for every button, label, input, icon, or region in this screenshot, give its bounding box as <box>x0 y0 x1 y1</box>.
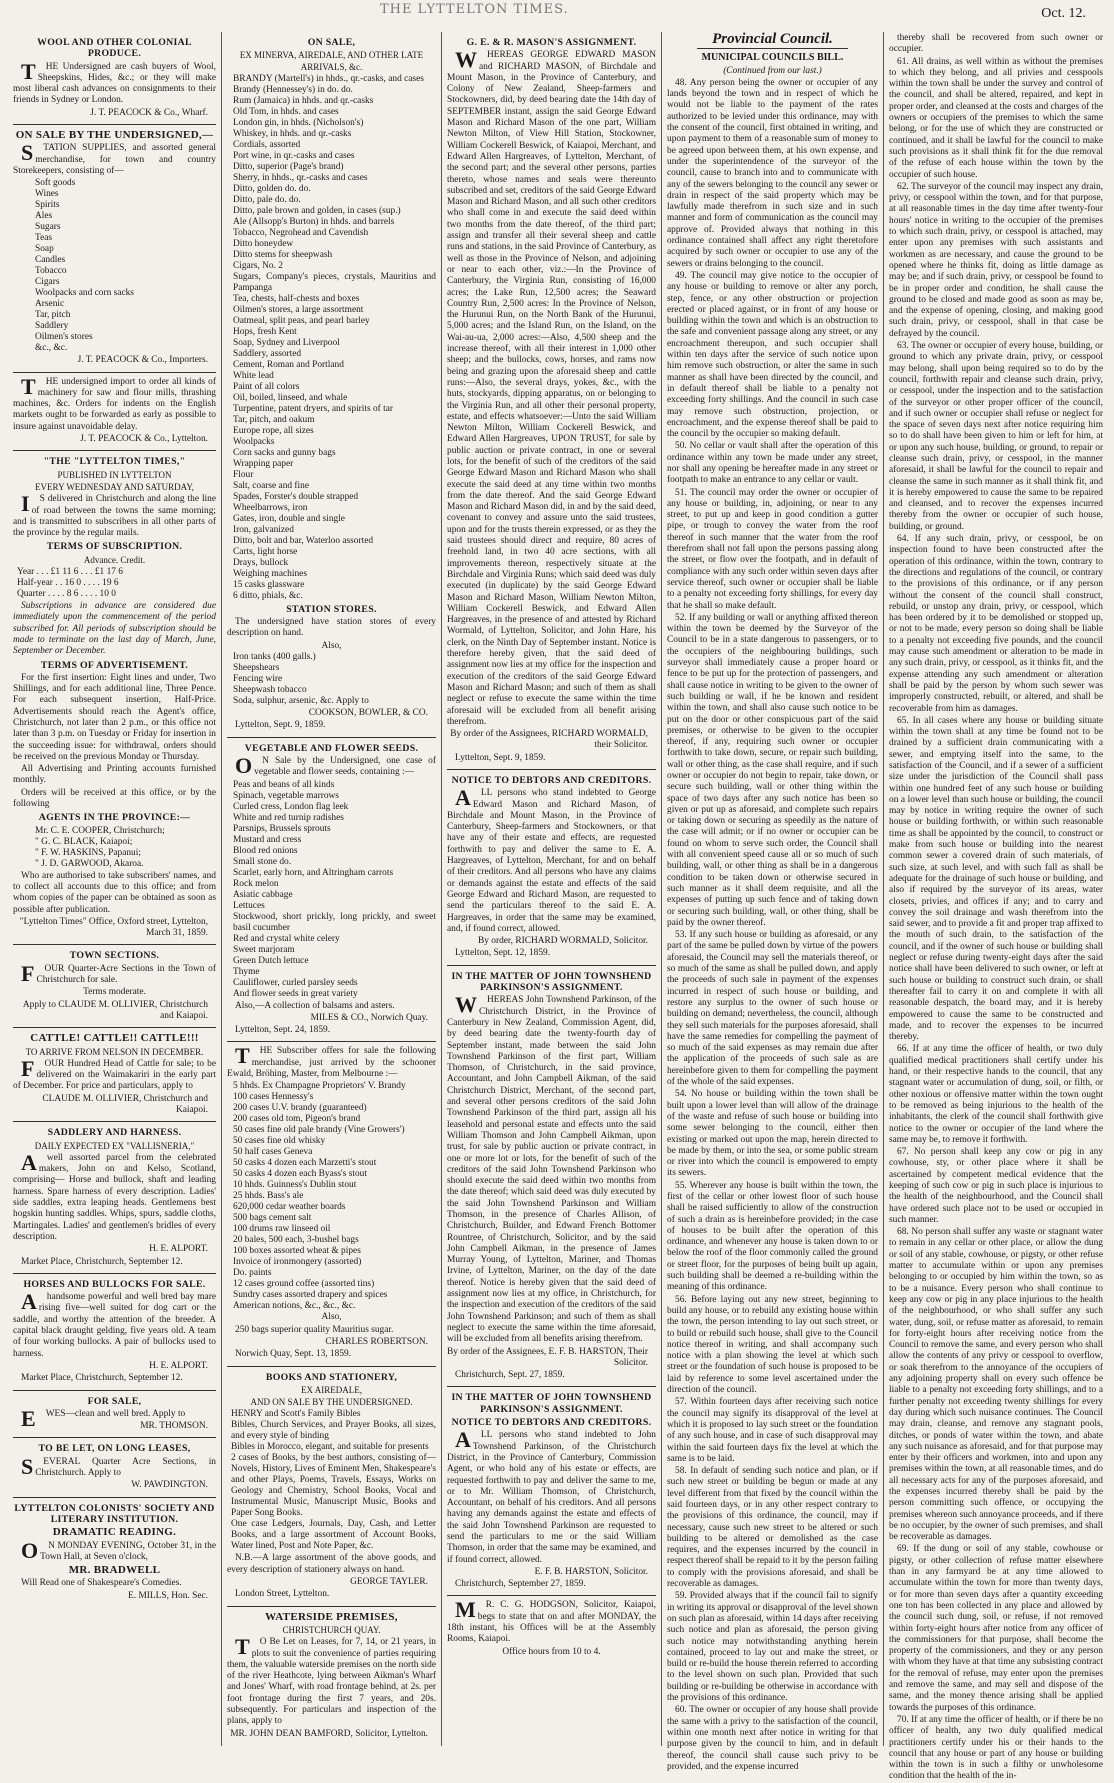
masthead <box>0 0 1114 32</box>
list-item: Paint of all colors <box>233 381 300 392</box>
list-item: Tobacco, Negrohead and Cavendish <box>233 227 369 238</box>
list-item: Sugars, Company's pieces, crystals, Mauritius and Pampanga <box>233 271 436 293</box>
list-item: Fencing wire <box>233 674 283 685</box>
list-item: Ditto honeydew <box>233 238 294 249</box>
list-item: Oilmen's stores <box>35 332 93 343</box>
bill-paragraph: 61. All drains, as well within as without the premises to which they belong, and all privies and cesspools within the town shall be under the survey and control of the council, and shall be altered, repaired, and kept in proper order, and cleansed at the costs and charges of the owners or occupiers of the premises to which the same belong, or for the use of which they are constructed or continued, and it shall be lawful for the council to make such provisions as it shall think fit for the due removal of the refuse of each house within the town by the occupier of such house. <box>889 56 1103 180</box>
bill-paragraph: 51. The council may order the owner or occupier of any house or building, in, adjoining, or near to any street, to put up and keep in good condition a gutter pipe, or trough to convey the water from the roof thereof in such manner that the water from the roof therefrom shall not fall upon the persons passing along the street, or flow over the footpath, and in default of compliance with any such order within seven days after service thereof, such owner or occupier shall be liable to a penalty not exceeding forty shillings, for every day that he shall so make default. <box>667 487 878 611</box>
notice-body: ALL persons who stand indebted to John Townshend Parkinson, of the Christchurch District, in the Province of Canterbury, Commission Agent, or who hold any of his estate or effects, are requested forthwith to pay and deliver the same to me, or to Mr. William Thomson, of Christchurch, Accountant, on behalf of his creditors. And all persons having any demands against the estate and effects of the said John Townshend Parkinson are requested to send the particulars to me or the said William Thomson, in order that the same may be examined, and if found correct, allowed. <box>447 1427 656 1565</box>
list-item: Rum (Jamaica) in hhds. and qr.-casks <box>233 95 374 106</box>
list-item: Green Dutch lettuce <box>233 955 309 966</box>
notice-signature: By order of the Assignees, E. F. B. HARSTON, Their Solicitor. <box>447 1346 648 1368</box>
ad-minerva-airedale <box>227 32 436 738</box>
ad-body-2: 250 bags superior quality Mauritius sugar. <box>235 1324 394 1335</box>
ad-title: ON SALE, <box>307 37 356 48</box>
ad-schooner-merchandise <box>227 1042 436 1366</box>
notice-signature: E. F. B. HARSTON, Solicitor. <box>534 1566 648 1577</box>
list-item: Flour <box>233 469 254 480</box>
bill-paragraphs-continued <box>889 33 1103 1783</box>
list-item: Soap <box>35 244 54 255</box>
also-label: Also, <box>321 640 342 651</box>
bill-paragraph: 50. No cellar or vault shall after the operation of this ordinance within any town be made under any street, nor shall any opening be hereafter made in any street or footpath to make an entrance to any cellar or vault. <box>667 441 878 486</box>
list-item: Rock melon <box>233 878 279 889</box>
ad-extra: Lyttelton, Sept. 9, 1859. <box>235 720 326 731</box>
divider <box>697 48 848 49</box>
list-item: Ditto, pale brown and golden, in cases (sup.) <box>233 205 401 216</box>
bill-paragraph: 60. The owner or occupier of any house shall provide the same with a privy to the satisfaction of the council, within one month next after notice in writing for that purpose given by the council to him, and in default thereof, the council shall cause such privy to be provided, and the expense incurred <box>667 1705 878 1772</box>
bill-paragraph: 54. No house or building within the town shall be built upon a lower level than will allow of the drainage of the waste and refuse of such house or building into some sewer belonging to the council, either then existing or marked out upon the map, herein directed to be made by them, or into the sea, or some public stream or river into which the council is empowered to empty its sewers. <box>667 1089 878 1179</box>
list-item: Ditto, pale do. do. <box>233 194 301 205</box>
ad-body-2: Will Read one of Shakespeare's Comedies. <box>21 1578 182 1589</box>
ad-books-stationery <box>227 1367 436 1607</box>
list-item: Saddlery, assorted <box>233 348 302 359</box>
goods-list-2 <box>227 652 436 707</box>
list-item: Carts, light horse <box>233 546 298 557</box>
list-item: 20 bales, 500 each, 3-bushel bags <box>233 1235 359 1246</box>
column-5 <box>884 32 1108 1782</box>
list-item: 500 bags cement salt <box>233 1213 312 1224</box>
list-item: Drays, bullock <box>233 557 289 568</box>
bill-paragraph: thereby shall be recovered from such owner or occupier. <box>889 33 1103 55</box>
list-item: Woolpacks and corn sacks <box>35 288 134 299</box>
bill-paragraph: 63. The owner or occupier of every house, building, or ground to which any private drain, privy, or cesspool may belong, shall upon being required so to do by the council, forthwith repair and cleanse such drain, privy, or cesspool, under the inspection and to the satisfaction of the surveyor or other proper officer of the council, and if such owner or occupier shall refuse or neglect for the space of seven days next after notice requiring him so to do shall have been given to him or left for him, at or upon any such house, building, or ground, to repair or cleanse such drain, privy, or cesspool, in the manner aforesaid, it shall be lawful for the council to repair and cleanse the same in such manner as it shall think fit, and it is hereby empowered to cause the same to be repaired and cleansed, and to recover the expenses incurred thereby from the owner or occupier of such house, building, or ground. <box>889 341 1103 532</box>
list-item: One case Ledgers, Journals, Day, Cash, and Letter Books, and a large assortment of Account Books, Water lined, Post and Note Paper, &c. <box>231 1519 436 1552</box>
list-item: 50 cases fine old whisky <box>233 1136 326 1147</box>
list-item: Sundry cases assorted drapery and spices <box>233 1290 388 1301</box>
ad-body: FOUR Quarter-Acre Sections in the Town of Christchurch for sale. <box>21 960 216 986</box>
ad-subtitle: TO ARRIVE FROM NELSON IN DECEMBER. <box>25 1046 204 1057</box>
ad-long-leases <box>13 1438 216 1497</box>
list-item: And flower seeds in great variety <box>233 988 358 999</box>
newspaper-title: THE LYTTELTON TIMES. <box>380 2 569 17</box>
ad-wool-produce <box>13 32 216 125</box>
notice-title: IN THE MATTER OF JOHN TOWNSHEND PARKINSON'S ASSIGNMENT. <box>451 1392 652 1415</box>
list-item: Sheepwash tobacco <box>233 685 307 696</box>
bill-paragraph: 59. Provided always that if the council fail to signify in writing its approval or disapproval of the level shown on such plan as aforesaid, within 14 days after receiving such notice and plan as aforesaid, the person giving such notice may notwithstanding anything herein contained, proceed to lay out and make the street, or build or re-build the house therein referred to according to the level shown on such plan. Provided that such building or re-building be otherwise in accordance with the provisions of this ordinance. <box>667 1591 878 1704</box>
ad-title: TOWN SECTIONS. <box>69 950 160 962</box>
books-list <box>227 1409 436 1552</box>
list-item: 50 casks 4 dozen each Byass's stout <box>233 1169 367 1180</box>
list-item: Wrapping paper <box>233 458 294 469</box>
list-item: Port wine, in qr.-casks and cases <box>233 150 355 161</box>
ad-signature: H. E. ALPORT. <box>149 1360 208 1371</box>
ad-town-sections <box>13 945 216 1028</box>
terms-note: Subscriptions in advance are considered due immediately upon the commencement of the period subscribed for. All periods of subscription should be made to terminate on the last day of March, June, September or December. <box>13 601 216 657</box>
list-item: " F. W. HASKINS, Papanui; <box>35 847 141 858</box>
ad-horses-bullocks <box>13 1274 216 1391</box>
list-item: Tar, pitch <box>35 310 71 321</box>
ad-title: CATTLE! CATTLE!! CATTLE!!! <box>30 1032 199 1045</box>
notice-title: G. E. & R. MASON'S ASSIGNMENT. <box>466 37 637 48</box>
list-item: Blood red onions <box>233 845 298 856</box>
list-item: Iron, galvanized <box>233 524 294 535</box>
list-item: Mustard and cress <box>233 834 302 845</box>
bill-paragraph: 55. Wherever any house is built within the town, the first of the cellar or other lowest floor of such house shall be raised sufficiently to allow of the construction of such a drain as is hereinbefore provided; in the case of houses to be built after the operation of this ordinance, and whenever any house is taken down to or below the roof of the floor commonly called the ground or street floor, for the purposes of being built up again, such building shall be deemed a re-building within the meaning of this ordinance. <box>667 1180 878 1293</box>
ad-title: VEGETABLE AND FLOWER SEEDS. <box>244 742 419 754</box>
list-item: 100 cases Hennessy's <box>233 1092 314 1103</box>
list-item: Salt, coarse and fine <box>233 480 310 491</box>
list-item: White and red turnip radishes <box>233 812 344 823</box>
orders-note: Orders will be received at this office, or by the following <box>13 787 216 810</box>
ad-body: SEVERAL Quarter Acre Sections, in Christchurch. Apply to <box>21 1453 216 1479</box>
list-item: Spirits <box>35 200 60 211</box>
list-item: Year . . . £1 11 6 . . . £1 17 6 <box>17 567 123 578</box>
bill-paragraph: 56. Before laying out any new street, beginning to build any house, or to rebuild any existing house within the town, the person intending to lay out such street, or to build or rebuild such house, shall give to the Council notice thereof in writing, and shall accompany such notice with a plan showing the level at which such street or the foundation of such house is proposed to be laid by reference to some level ascertained under the direction of the council. <box>667 1294 878 1396</box>
list-item: Whiskey, in hhds. and qr.-casks <box>233 128 352 139</box>
list-item: Bibles in Morocco, elegant, and suitable for presents <box>231 1442 429 1453</box>
ad-title: "THE "LYTTELTON TIMES," <box>43 456 186 468</box>
reader-name: MR. BRADWELL <box>68 1564 161 1577</box>
list-item: Small stone do. <box>233 856 292 867</box>
list-item: " J. D. GARWOOD, Akaroa. <box>35 858 144 869</box>
list-item: Woolpacks <box>233 436 275 447</box>
ad-signature: J. T. PEACOCK & Co., Lyttelton. <box>80 434 208 445</box>
bill-paragraph: 48. Any person being the owner or occupier of any lands beyond the town and in respect of which he would not be liable to the payment of the rates authorized to be levied under this ordinance, may with the consent of the council, first obtained in writing, and upon payment to them of a reasonable sum of money to be agreed upon between them, at his own expense, and under the superintendence of the surveyor of the council, cause to branch into and to communicate with any of the sewers belonging to the council any sewer or drain in respect of the said property which may be lawfully made therefrom in such size and in such manner and form of communication as the council may approve of. Provided always that nothing in this ordinance contained shall affect any right theretofore acquired by such owner or occupier to use any of the sewers or drains belonging to the council. <box>667 77 878 269</box>
list-item: 50 half cases Geneva <box>233 1147 313 1158</box>
bill-paragraph: 70. If at any time the officer of health, or if there be no officer of health, any two duly qualified medical practitioners certify under his or their hands to the council that any house or part of any house or building within the town is in such a filthy or unwholesome condition that the health of the in- <box>889 1714 1103 1782</box>
list-item: Mr. C. E. COOPER, Christchurch; <box>35 825 165 836</box>
notice-date: Christchurch, September 27, 1859. <box>455 1579 586 1590</box>
list-item: Half-year . . 16 0 . . . . 19 6 <box>17 578 119 589</box>
list-item: Tea, chests, half-chests and boxes <box>233 293 360 304</box>
ad-waterside-premises <box>227 1607 436 1745</box>
list-item: Gates, iron, double and single <box>233 513 345 524</box>
list-item: Curled cress, London flag leek <box>233 801 349 812</box>
list-item: Do. paints <box>233 1268 272 1279</box>
newspaper-page <box>8 31 1108 1782</box>
ad-subtitle-2: AND ON SALE BY THE UNDERSIGNED. <box>250 1397 413 1408</box>
list-item: 6 ditto, phials, &c. <box>233 590 303 601</box>
list-item: Ale (Allsopp's Burton) in hhds. and barrels <box>233 216 395 227</box>
page-date: Oct. 12. <box>1041 6 1086 21</box>
column-3 <box>442 32 662 1746</box>
ad-extra: London Street, Lyttelton. <box>235 1589 330 1600</box>
list-item: 15 casks glassware <box>233 579 305 590</box>
bill-paragraph: 58. In default of sending such notice and plan, or if such new street or building be begun or made at any level different from that fixed by the council within the said fourteen days, or in any other respect contrary to the provisions of this ordinance, the council, may if necessary, cause such new street to be altered or such building to be altered or demolished as the case requires, and the expenses incurred by the council in respect thereof shall be repaid to it by the person failing to comply with the provisions aforesaid, and shall be recoverable as damages. <box>667 1466 878 1590</box>
bill-paragraph: 67. No person shall keep any cow or pig in any cowhouse, sty, or other place where it shall be ascertained by competent medical evidence that the keeping of such cow or pig in such place is injurious to the health of the neighbourhood, and the Council shall have ordered such place not to be used or occupied in such manner. <box>889 1147 1103 1225</box>
bill-paragraph: 52. If any building or wall or anything affixed thereon within the town be deemed by the Surveyor of the Council to be in a state dangerous to passengers, or to the occupiers of the neighbouring buildings, such surveyor shall immediately cause a proper hoard or fence to be put up for the protection of passengers, and shall cause notice in writing to be given to the owner of such building or wall, if he be known and resident within the town, and shall also cause such notice to be put on the door or other conspicuous part of the said premises, or otherwise to be given to the occupier thereof, if any, requiring such owner or occupier forthwith to take down, secure, or repair such building, wall or other thing, as the case shall require, and if such owner or occupier do not begin to repair, take down, or secure such building, wall or other thing within the space of two days after any such notice has been so given or put up as aforesaid, and complete such repairs or taking down or securing as speedily as the nature of the case will admit; or if no owner or occupier can be found on whom to serve such order, the Council shall with all convenient speed cause all or so much of such building, wall, or other thing as shall be in a dangerous condition to be taken down or otherwise secured in such manner as it shall deem requisite, and all the expenses of putting up such fence and of taking down or securing such building, wall, or other thing, shall be paid by the owner thereof. <box>667 612 878 928</box>
advert-note: All Advertising and Printing accounts furnished monthly. <box>13 764 216 786</box>
ad-title: BOOKS AND STATIONERY, <box>265 1371 398 1383</box>
list-item: Ditto stems for sheepwash <box>233 249 333 260</box>
ad-title: WATERSIDE PREMISES, <box>265 1610 398 1623</box>
list-item: Ditto, golden do. do. <box>233 183 311 194</box>
ad-body: EWES—clean and well bred. Apply to <box>21 1405 186 1431</box>
bill-paragraph: 62. The surveyor of the council may inspect any drain, privy, or cesspool within the town, and for that purpose, at all reasonable times in the day time after twenty-four hours' notice in writing to the occupier of the premises to which such drain, privy, or cesspool is attached, may enter upon any premises with such assistants and workmen as are necessary, and cause the ground to be opened where he thinks fit, doing as little damage as may be; and if such drain, privy, or cesspool be found to be in proper order and condition, he shall cause the ground to be closed and made good as soon as may be, and the expense of opening, closing, and making good such drain, privy, or cesspool, shall in that case be defrayed by the council. <box>889 181 1103 339</box>
list-item: 2 cases of Books, by the best authors, consisting of—Novels, History, Lives of Eminent Men, Shakespeare's and other Plays, Poems, Travels, Essays, Works on Geology and Chemistry, School Books, Vocal and Instrumental Music, Manuscript Music, Books and Paper Song Books. <box>231 1453 436 1519</box>
notice-title: IN THE MATTER OF JOHN TOWNSHEND PARKINSON'S ASSIGNMENT. <box>451 970 652 994</box>
list-item: 50 casks 4 dozen each Marzetti's stout <box>233 1158 377 1169</box>
ad-lyttelton-times <box>13 451 216 945</box>
list-item: Soft goods <box>35 178 76 189</box>
bill-paragraph: 49. The council may give notice to the occupier of any house or building to remove or alter any porch, step, fence, or any other obstruction or projection erected or placed against, or in front of any house or building within the town and which is an obstruction to the safe and convenient passage along any street, or any encroachment thereupon, and such occupier shall within ten days after the service of such notice upon him remove such obstruction, or alter the same in such manner as shall have been directed by the council, and in default thereof shall be liable to a penalty not exceeding forty shillings. And the council in such case may remove such obstruction, projection, or encroachment, and the expense thereof shall be paid to the council by the occupier so making default. <box>667 270 878 440</box>
terms-header: Advance. Credit. <box>83 554 146 565</box>
list-item: 50 cases fine old pale brandy (Vine Growers') <box>233 1125 405 1136</box>
notice-body: WHEREAS John Townshend Parkinson, of the Christchurch District, in the Province of Canterbury in New Zealand, Commission Agent, did, by deed bearing date the twenty-fourth day of September instant, made between the said John Townshend Parkinson of the first part, William Thomson, of Christchurch, in the said province, Accountant, and John Campbell Aikman, of the said Christchurch District, Merchant, of the second part, and several other persons creditors of the said John Townshend Parkinson of the third part, assign all his leasehold and personal estate and effects unto the said William Thomson and John Campbell Aikman, upon trust, for sale by public auction or private contract, in one or more lot or lots, for the benefit of such of the creditors of the said John Townshend Parkinson who should execute the said deed within two months from the date thereof; which said deed was duly executed by the said John Townshend Parkinson and William Thomson, in the presence of Charles Allison, of Christchurch, Builder, and Edward French Bottomer Rountree, of Christchurch, Solicitor, and by the said John Campbell Aikman, in the presence of James Murray Young, of Lyttelton, Mariner, and Thomas Irvine, of Lyttelton, Mariner, on the day of the date thereof. Notice is hereby given that the said deed of assignment now lies at my office, in Christchurch, for the inspection and execution of the creditors of the said John Townshend Parkinson; and such of them as shall neglect to execute the same within the time aforesaid, will be excluded from all benefits arising therefrom. <box>447 992 656 1345</box>
notice-body: WHEREAS GEORGE EDWARD MASON and RICHARD MASON, of Birchdale and Mount Mason, in the Province of Canterbury, and Colony of New Zealand, Sheep-farmers and Stockowners, did, by deed bearing date the 14th day of SEPTEMBER instant, assign the said George Edward Mason and Richard Mason of the one part, William Newton Milton, of View Hill Station, Stockowner, William Cockerell Beswick, of Kaiapoi, Merchant, and Edward Allen Hargreaves, of Lyttelton, Merchant, of the second part; and the several other persons, parties thereto, whose names and seals were thereunto subscribed and set, creditors of the said George Edward Mason and Richard Mason, and all such other creditors who shall come in and execute the said deed within two months from the date thereof, of the third part; assign and transfer all their several sheep and cattle runs and stations, in the said Province of Canterbury, as well as those in the Province of Nelson, and adjoining or near to each other, viz.:—In the Province of Canterbury, the Virginia Run, consisting of 16,000 acres; the Lake Run, 12,500 acres; the Seaward Country Run, 2,500 acres: In the Province of Nelson, the Hurunui Run, on the North Bank of the Hurunui, 5,000 acres; and the Island Run, on the Island, on the Wai-au-ua, 2,000 acres:—Also, 4,500 sheep and the increase thereof, with all their interest in 1,000 other sheep; and the bullocks, cows, horses, and rams now being and grazing upon the aforesaid sheep and cattle runs:—Also, the several drays, yokes, &c., with the huts, stockyards, dipping apparatus, on or belonging to the Virginia Run, and all other their personal property, estate, and effects whatsoever:—Unto the said William Newton Milton, William Cockerell Beswick, and Edward Allen Hargreaves, UPON TRUST, for sale by public auction or private contract, in one or several lots, for the benefit of such of the creditors of the said George Edward Mason and Richard Mason who shall execute the said deed at any time within two months from the date thereof. And the said George Edward Mason and Richard Mason did, in and by the said deed, covenant to convey and assure unto the said trustees, upon and for the trusts therein expressed, or as they the said trustees should direct and require, 80 acres of freehold land, in two 40 acre sections, with all improvements thereon, respectively situate at the Birchdale and Virginia Runs; which said deed was duly executed (in duplicate) by the said George Edward Mason and Richard Mason, William Newton Milton, William Cockerell Beswick, and Edward Allen Hargreaves, in the presence of and attested by Richard Wormald, of Lyttelton, Solicitor, and John Hare, his clerk, on the Ninth Day of September instant. Notice is therefore hereby given, that the said deed of assignment now lies at my office for the inspection and execution of the creditors of the said George Edward Mason and Richard Mason; and such of them as shall neglect or refuse to execute the same within the time aforesaid will be excluded from all benefit arising therefrom. <box>447 47 656 727</box>
list-item: Asiatic cabbage <box>233 889 293 900</box>
column-1 <box>8 32 222 1746</box>
ad-body: ON MONDAY EVENING, October 31, in the Town Hall, at Seven o'clock, <box>21 1537 216 1563</box>
ad-body: The undersigned have station stores of every description on hand. <box>227 617 436 639</box>
ad-title: ON SALE BY THE UNDERSIGNED,— <box>15 129 214 142</box>
ad-vegetable-seeds <box>227 738 436 1043</box>
list-item: Cement, Roman and Portland <box>233 359 344 370</box>
list-item: Ditto, superior (Page's brand) <box>233 161 344 172</box>
list-item: HENRY and Scott's Family Bibles <box>231 1409 361 1420</box>
list-item: 100 drums raw linseed oil <box>233 1224 331 1235</box>
ad-title: TO BE LET, ON LONG LEASES, <box>38 1443 191 1455</box>
list-item: 5 hhds. Ex Champagne Proprietors' V. Brandy <box>233 1081 406 1092</box>
ad-signature: J. T. PEACOCK & Co., Importers. <box>77 355 208 366</box>
ad-subtitle: DRAMATIC READING. <box>52 1526 177 1539</box>
list-item: &c., &c. <box>35 343 68 354</box>
bill-paragraphs <box>667 78 878 1773</box>
list-item: Soap, Sydney and Liverpool <box>233 337 340 348</box>
ad-dramatic-reading <box>13 1498 216 1607</box>
list-item: Sugars <box>35 222 61 233</box>
list-item: Tar, pitch, and oakum <box>233 414 315 425</box>
list-item: Stockwood, short prickly, long prickly, and sweet basil cucumber <box>233 911 436 933</box>
bill-paragraph: 66. If at any time the officer of health, or two duly qualified medical practitioners shall certify under his hand, or their respective hands to the council, that any stagnant water or accumulation of dung, soil, or filth, or other noxious or offensive matter within the town ought to be removed as being injurious to the health of the inhabitants, the clerk of the council shall forthwith give notice to the owner or occupier of the land where the same may be, to remove it forthwith. <box>889 1044 1103 1145</box>
agents-body: Who are authorised to take subscribers' names, and to collect all accounts due to this office; and from whom copies of the paper can be obtained as soon as possible after publication. <box>13 870 216 915</box>
list-item: " G. C. BLACK, Kaiapoi; <box>35 836 133 847</box>
office-hours: Office hours from 10 to 4. <box>502 1646 601 1657</box>
bill-paragraph: 53. If any such house or building as aforesaid, or any part of the same be pulled down by virtue of the powers aforesaid, the Council may sell the materials thereof, or so much of the same as shall be pulled down, and apply the proceeds of such sale in payment of the expenses incurred in respect of such house or building, and restore any surplus to the owner of such house or building on demand; nevertheless, the council, although they sell such materials for the purposes aforesaid, shall have the same remedies for compelling the payment of so much of the said expenses as may remain due after the application of the proceeds of such sale as are hereinbefore given to them for compelling the payment of the whole of the said expenses. <box>667 930 878 1088</box>
bill-paragraph: 65. In all cases where any house or building situate within the town shall at any time be found not to be drained by a sufficient drain communicating with a sewer, and emptying itself into the same, to the satisfaction of the Council, and if a sewer of a sufficient size under the jurisdiction of the Council shall pass within one hundred feet of any such house or building on a lower level than such house or building, the council may by notice in writing require the owner of such house or building forthwith, or within such reasonable time as shall be appointed by the council, to construct or make from such house or building into the nearest common sewer a covered drain of such materials, of such size, at such level, and with such fall as shall be adequate for the drainage of such house or building, and also if required by the surveyor of its areas, water closets, privies, and offices if any; and to carry and convey the soil drainage and wash therefrom into the said sewer, and to provide a fit and proper trap affixed to the mouth of such drain, to the satisfaction of the council, and if the owner of such house or building shall neglect or refuse during twenty-eight days after the said notice shall have been delivered to such owner, or left at such house or building to construct such drain, or shall thereafter fail to carry it on and complete it with all reasonable despatch, the board may, and it is hereby empowered to cause the same to be constructed and made, and to recover the expenses to be incurred thereby. <box>889 715 1103 1043</box>
ad-subtitle: DAILY EXPECTED EX "VALLISNERIA," <box>34 1140 195 1151</box>
ad-body: IS delivered in Christchurch and along the line of road between the towns the same morning; and is transmitted to subscribers in all other parts of the province by the regular mails. <box>13 491 216 539</box>
list-item: Tobacco <box>35 266 67 277</box>
ad-subtitle: PUBLISHED IN LYTTELTON <box>57 469 172 480</box>
ad-saddlery <box>13 1122 216 1274</box>
ad-title: HORSES AND BULLOCKS FOR SALE. <box>23 1278 206 1290</box>
list-item: 10 hhds. Guinness's Dublin stout <box>233 1180 357 1191</box>
ad-signature: CHARLES ROBERTSON. <box>325 1336 428 1347</box>
ad-body: Awell assorted parcel from the celebrated makers, John on and Kelso, Scotland, comprising— Horse and bullock, shaft and leading harness. Spare harness of every description. Ladies' side saddles, extra leaping heads. Gentlemens best hogskin hunting saddles. Whips, spurs, saddle cloths, Martingales. Ladies' and gentlemen's bridles of every description. <box>13 1149 216 1242</box>
list-item: Ales <box>35 211 53 222</box>
notice-title: NOTICE TO DEBTORS AND CREDITORS. <box>451 775 652 786</box>
bill-paragraph: 57. Within fourteen days after receiving such notice the council may signify its disapproval of the level at which it is proposed to lay such street or the foundation of any such house, and in case of such disapproval may within the said fourteen days fix the level at which the same is to be laid. <box>667 1397 878 1464</box>
list-item: Saddlery <box>35 321 69 332</box>
list-item: Europe rope, all sizes <box>233 425 314 436</box>
ad-extra: Market Place, Christchurch, September 12. <box>21 1256 183 1267</box>
ad-body: ON Sale by the Undersigned, one case of vegetable and flower seeds, containing :— <box>235 752 436 778</box>
ad-signature: GEORGE TAYLER. <box>350 1577 428 1588</box>
notice-parkinson-assignment <box>447 966 656 1388</box>
list-item: 200 cases old tom, Pigeon's brand <box>233 1114 361 1125</box>
ad-extra: Norwich Quay, Sept. 13, 1859. <box>235 1349 352 1360</box>
ad-body: STATION SUPPLIES, and assorted general merchandise, for town and country Storekeepers, consisting of— <box>13 140 216 176</box>
ad-signature: MR. JOHN DEAN BAMFORD, Solicitor, Lyttelton. <box>230 1728 428 1739</box>
notice-date: Christchurch, Sept. 27, 1859. <box>455 1370 565 1381</box>
goods-list <box>13 178 216 354</box>
notice-mason-assignment <box>447 32 656 770</box>
list-item: Wines <box>35 189 59 200</box>
ad-signature: Apply to CLAUDE M. OLLIVIER, Christchurch and Kaiapoi. <box>22 999 208 1021</box>
station-stores-title: STATION STORES. <box>286 603 377 615</box>
ad-cattle <box>13 1028 216 1122</box>
bill-paragraph: 68. No person shall suffer any waste or stagnant water to remain in any cellar or other place, or allow the dung or soil of any stable, cowhouse, or pigsty, or other refuse matter to accumulate within or upon any premises belonging to or occupied by him within the town, so as to be a nuisance. Every person who shall continue to keep any cow or pig in any place injurious to the health of the neighbourhood, or who shall suffer any such water, dung, soil, or refuse matter as aforesaid, to remain for forty-eight hours after receiving notice from the Council to remove the same, and every person who shall allow the contents of any privy or cesspool to overflow, or soak therefrom to the annoyance of the occupiers of any adjoining property shall on every such offence be liable to a penalty not exceeding forty shillings, and to a further penalty not exceeding twenty shillings for every day during which such nuisance continues. The Council may drain, cleanse, and remove any stagnant pools, ditches, or ponds of water within the town, and abate any such nuisance as aforesaid, and for that purpose may enter by their officers and workmen, into and upon any premises within the town, at all reasonable times, and do all necessary acts for any of the purposes aforesaid, and the expenses incurred thereby shall be paid by the person committing such offence, or occupying the premises whereon such annoyance proceeds, and if there be no occupier, by the owner of such premises, and shall be recoverable as damages. <box>889 1227 1103 1543</box>
list-item: Teas <box>35 233 53 244</box>
ad-subtitle: EX MINERVA, AIREDALE, AND OTHER LATE ARRIVALS, &c. <box>239 50 424 72</box>
list-item: Scarlet, early horn, and Altringham carrots <box>233 867 394 878</box>
notice-debtors-creditors <box>447 770 656 966</box>
goods-list <box>227 1081 436 1312</box>
seeds-list <box>227 780 436 1000</box>
ad-extra: Market Place, Christchurch, September 12. <box>21 1373 183 1384</box>
list-item: Sherry, in hhds., qr.-casks and cases <box>233 172 368 183</box>
list-item: Cauliflower, curled parsley seeds <box>233 977 358 988</box>
list-item: Spinach, vegetable marrows <box>233 790 339 801</box>
list-item: Oilmen's stores, a large assortment <box>233 304 364 315</box>
ad-extra: Lyttelton, Sept. 24, 1859. <box>235 1025 331 1036</box>
list-item: BRANDY (Martell's) in hhds., qr.-casks, and cases <box>233 73 424 84</box>
list-item: American notions, &c., &c., &c. <box>233 1301 356 1312</box>
notice-body: ALL persons who stand indebted to George Edward Mason and Richard Mason, of Birchdale and Mount Mason, in the Province of Canterbury, Sheep-farmers and Stockowners, or that have any of their estate and effects, are requested forthwith to pay and deliver the same to E. A. Hargreaves, of Lyttelton, Merchant, for and on behalf of their creditors. And all persons who have any claims or demands against the estate and effects of the said George Edward and Richard Mason, are requested to send the particulars thereof to the said E. A. Hargreaves, in order that the same may be examined, and, if found correct, allowed. <box>447 785 656 934</box>
ad-on-sale-supplies <box>13 125 216 372</box>
ad-signature: J. T. PEACOCK & Co., Wharf. <box>90 107 208 118</box>
list-item: Red and crystal white celery <box>233 933 340 944</box>
list-item: Cordials, assorted <box>233 139 301 150</box>
list-item: Cigars, No. 2 <box>233 260 283 271</box>
ad-signature: MILES & CO., Norwich Quay. <box>310 1012 428 1023</box>
list-item: Peas and beans of all kinds <box>233 779 335 790</box>
list-item: Weighing machines <box>233 568 307 579</box>
notice-body: MR. C. G. HODGSON, Solicitor, Kaiapoi, begs to state that on and after MONDAY, the 18th instant, his Offices will be at the Assembly Rooms, Kaiapoi. <box>447 1597 656 1645</box>
list-item: Cigars <box>35 277 60 288</box>
list-item: Iron tanks (400 galls.) <box>233 652 316 663</box>
column-2 <box>222 32 442 1746</box>
ad-subtitle: EVERY WEDNESDAY AND SATURDAY, <box>35 481 194 492</box>
list-item: Old Tom, in hhds. and cases <box>233 106 339 117</box>
list-item: Oatmeal, split peas, and pearl barley <box>233 315 370 326</box>
bill-title: MUNICIPAL COUNCILS BILL. <box>701 52 844 64</box>
list-item: 25 hhds. Bass's ale <box>233 1191 304 1202</box>
continued-note: (Continued from our last.) <box>723 65 822 76</box>
ad-signature: COOKSON, BOWLER, & CO. <box>308 708 428 719</box>
ad-subtitle: EX AIREDALE, <box>301 1384 362 1395</box>
ad-title: WOOL AND OTHER COLONIAL PRODUCE. <box>37 37 192 60</box>
ad-subtitle: CHRISTCHURCH QUAY. <box>282 1624 381 1635</box>
ad-signature: H. E. ALPORT. <box>149 1244 208 1255</box>
agents-list <box>13 826 216 870</box>
ad-title: LYTTELTON COLONISTS' SOCIETY AND LITERARY INSTITUTION. <box>14 1502 215 1525</box>
notice-hodgson <box>447 1596 656 1661</box>
list-item: Parsnips, Brussels sprouts <box>233 823 331 834</box>
ad-body: THE Subscriber offers for sale the following merchandise, just arrived by the schooner Ewald, Bröhing, Master, from Melbourne :— <box>227 1043 436 1080</box>
list-item: Bibles, Church Services, and Prayer Books, all sizes, and every style of binding <box>231 1420 436 1442</box>
bill-paragraph: 69. If the dung or soil of any stable, cowhouse or pigsty, or other collection of refuse matter elsewhere than in any farmyard be at any time allowed to accumulate within the town for more than twenty days, or for more than seven days after a quantity exceeding one ton has been collected in any place and allowed by the council such dung, soil, or refuse, if not removed within forty-eight hours after notice from any officer of the commissioners for that purpose, shall become the property of the commissioners, and they or any person with whom they have at that time any subsisting contract for the removal of refuse, may enter upon the premises and remove the same, and may sell and dispose of the same, and the money thence arising shall be applied towards the purposes of this ordinance. <box>889 1544 1103 1713</box>
ad-ewes <box>13 1391 216 1439</box>
column-4 <box>662 31 884 1772</box>
list-item: 100 boxes assorted wheat & pipes <box>233 1246 361 1257</box>
list-item: Wheelbarrows, iron <box>233 502 308 513</box>
list-item: White lead <box>233 370 274 381</box>
agents-title: AGENTS IN THE PROVINCE:— <box>38 812 191 824</box>
ad-body: THE undersigned import to order all kinds of machinery for saw and flour mills, thrashing machines, &c. Orders for indents on the English markets ought to be forwarded as early as possible to insure against unavoidable delay. <box>13 373 216 432</box>
notice-date: Lyttelton, Sept. 12, 1859. <box>455 948 551 959</box>
ad-signature: CLAUDE M. OLLIVIER, Christchurch and Kaiapoi. <box>42 1093 208 1115</box>
list-item: Brandy (Hennessey's) in do. do. <box>233 84 353 95</box>
notice-signature: By order, RICHARD WORMALD, Solicitor. <box>477 936 648 947</box>
bill-paragraph: 64. If any such drain, privy, or cesspool, be on inspection found to have been constructed after the operation of this ordinance, within the town, contrary to the directions and regulations of the council, or contrary to the provisions of this ordinance, or if any person without the consent of the council shall construct, rebuild, or unstop any drain, privy, or cesspool, which has been ordered by it to be demolished or stopped up, or not to be made, every person so doing shall be liable to a penalty not exceeding five pounds, and the council may cause such amendment or alteration to be made in any such drain, privy, or cesspool, as it thinks fit, and the expense attending any such amendment or alteration shall be paid by the person by whom such sewer was improperly constructed, rebuilt, or altered, and shall be recoverable from him as damages. <box>889 534 1103 714</box>
list-item: Turpentine, patent dryers, and spirits of tar <box>233 403 394 414</box>
list-item: Hops, fresh Kent <box>233 326 297 337</box>
list-item: Thyme <box>233 966 260 977</box>
ad-body: Ahandsome powerful and well bred bay mare rising five—well suited for dog cart or the saddle, and worthy the attention of the breeder. A capital black draught gelding, five years old. A team of four working bullocks. A pair of bullocks used to harness. <box>13 1289 216 1359</box>
section-title: Provincial Council. <box>712 31 833 47</box>
list-item: London gin, in hhds. (Nicholson's) <box>233 117 364 128</box>
list-item: Soda, sulphur, arsenic, &c. Apply to <box>233 696 369 707</box>
notice-subtitle: NOTICE TO DEBTORS AND CREDITORS. <box>451 1417 652 1429</box>
list-item: 620,000 cedar weather boards <box>233 1202 346 1213</box>
ad-signature: E. MILLS, Hon. Sec. <box>128 1590 208 1601</box>
list-item: Oil, boiled, linseed, and whale <box>233 392 348 403</box>
ad-title: FOR SALE, <box>87 1395 142 1407</box>
list-item: 200 cases U.V. brandy (guaranteed) <box>233 1103 367 1114</box>
advert-terms-title: TERMS OF ADVERTISEMENT. <box>40 659 189 671</box>
ad-title: SADDLERY AND HARNESS. <box>47 1127 182 1139</box>
list-item: Spades, Forster's double strapped <box>233 491 359 502</box>
ad-body: TO Be Let on Leases, for 7, 14, or 21 years, in plots to suit the convenience of parties requiring them, the valuable waterside premises on the north side of the river Heathcote, lying between Aikman's Wharf and Jones' Wharf, with road frontage behind, at 2s. per foot frontage during the first 7 years, and 20s. subsequently. For particulars and inspection of the plans, apply to <box>227 1634 436 1727</box>
list-item: Sweet marjoram <box>233 944 295 955</box>
ad-machinery <box>13 373 216 452</box>
notice-signature: By order of the Assignees, RICHARD WORMALD, their Solicitor. <box>450 729 648 751</box>
ad-body: FOUR Hundred Head of Cattle for sale; to be delivered on the Waimakariri in the early part of December. For price and particulars, apply to <box>13 1055 216 1092</box>
ad-signature: "Lyttelton Times" Office, Oxford street, Lyttelton, March 31, 1859. <box>19 916 208 939</box>
list-item: Invoice of ironmongery (assorted) <box>233 1257 362 1268</box>
list-item: Corn sacks and gunny bags <box>233 447 336 458</box>
notice-date: Lyttelton, Sept. 9, 1859. <box>455 752 546 763</box>
ad-extra: Terms moderate. <box>83 987 146 998</box>
list-item: Sheepshears <box>233 663 280 674</box>
list-item: Arsenic <box>35 299 65 310</box>
advert-terms-body: For the first insertion: Eight lines and under, Two Shillings, and for each additional line, Three Pence. For each subsequent insertion, Half-Price. Advertisements should reach the Agent's office, Christchurch, not later than 2 p.m., or this office not later than 3 p.m. on Tuesday or Friday for insertion in the succeeding issue: for withdrawal, orders should be received on the previous Monday or Thursday. <box>13 672 216 762</box>
ad-signature: MR. THOMSON. <box>140 1421 208 1432</box>
notice-parkinson-debtors <box>447 1387 656 1596</box>
goods-list <box>227 74 436 602</box>
list-item: Ditto, bolt and bar, Waterloo assorted <box>233 535 374 546</box>
list-item: Lettuces <box>233 900 265 911</box>
also-label: Also, <box>321 1312 342 1323</box>
ad-body-2: N.B.—A large assortment of the above goods, and every description of stationery always on hand. <box>227 1553 436 1575</box>
list-item: Quarter . . . . 8 6 . . . . 10 0 <box>17 589 116 600</box>
terms-title: TERMS OF SUBSCRIPTION. <box>46 541 183 553</box>
list-item: Candles <box>35 255 66 266</box>
ad-body-2: Also,—A collection of balsams and asters. <box>235 1000 395 1011</box>
terms-rows <box>13 567 216 600</box>
list-item: 12 cases ground coffee (assorted tins) <box>233 1279 375 1290</box>
ad-body: THE Undersigned are cash buyers of Wool, Sheepskins, Hides, &c.; or they will make most liberal cash advances on consignments to their friends in Sydney or London. <box>13 58 216 106</box>
ad-signature: W. PAWDINGTON. <box>131 1480 208 1491</box>
